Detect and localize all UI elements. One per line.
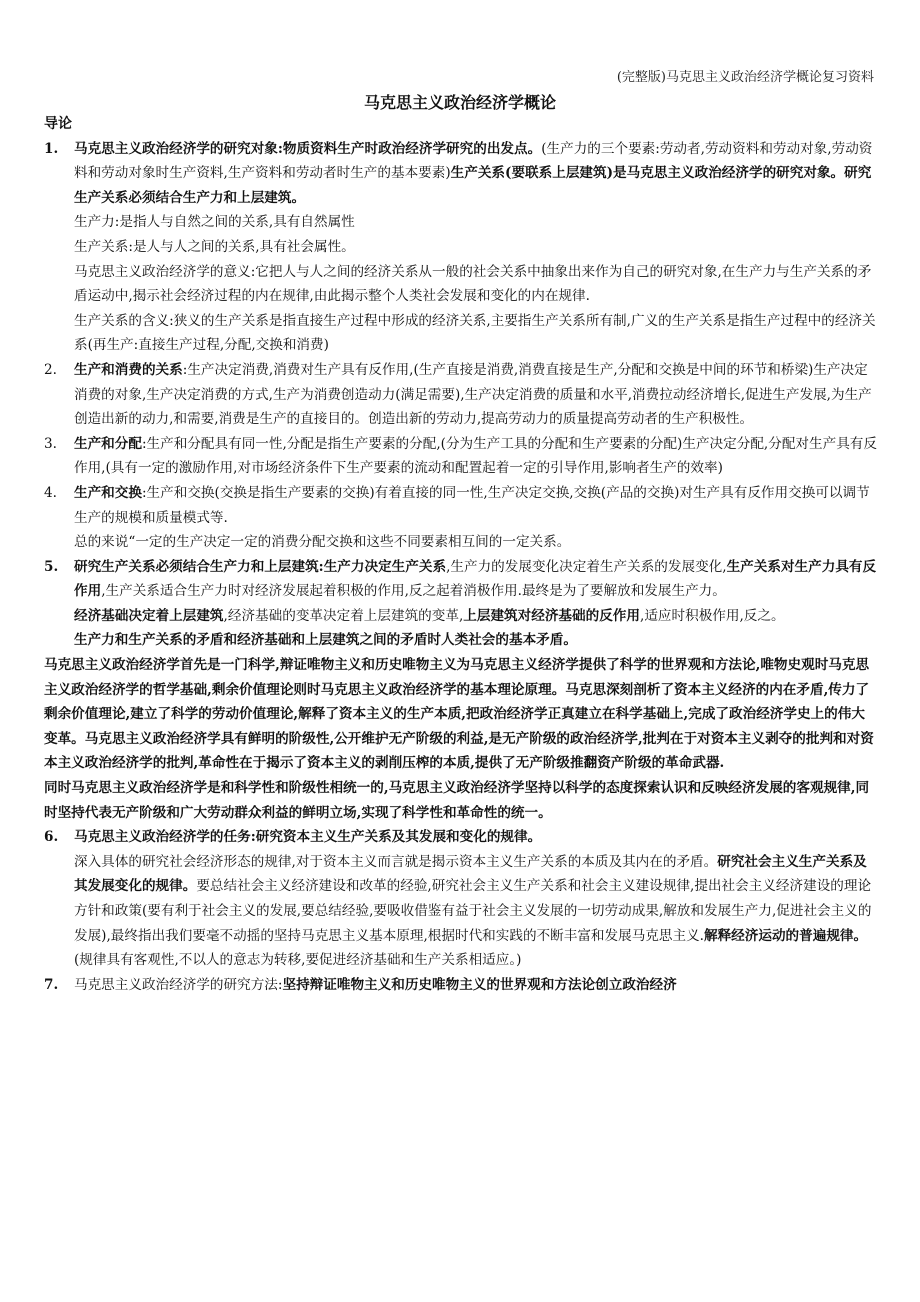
item4-para-1: 总的来说“一定的生产决定一定的消费分配交换和这些不同要素相互间的一定关系。 <box>74 534 571 551</box>
item-number: 6. <box>44 829 59 846</box>
item6-bold-3: 解释经济运动的普遍规律。 <box>703 927 868 944</box>
item-number: 1. <box>44 140 59 157</box>
item-number: 3. <box>44 435 57 452</box>
body-paragraph-2: 同时马克思主义政治经济学是和科学性和阶级性相统一的,马克思主义政治经济学坚持以科学的态度探索认识和反映经济发展的客观规律,同时坚持代表无产阶级和广大劳动群众利益的鲜明立场,实现了科学性和革命性的统一。 <box>44 780 870 821</box>
item1-bold-2: 生产关系(要联系上层建筑)是马克思主义政治经济学的研究对象。研究生产关系必须结合生产力和上层建筑。 <box>74 165 872 206</box>
item5-text-3: ,经济基础的变革决定着上层建筑的变革, <box>223 607 464 624</box>
item3-text-1: :生产和分配具有同一性,分配是指生产要素的分配,(分为生产工具的分配和生产要素的分配)生产决定分配,分配对生产具有反作用,(具有一定的激励作用,对市场经济条件下生产要素的流动和配置起着一定的引导作用,影响者生产的效率) <box>74 435 877 477</box>
item2-text-1: :生产决定消费,消费对生产具有反作用,(生产直接是消费,消费直接是生产,分配和交换是中间的环节和桥梁)生产决定消费的对象,生产决定消费的方式,生产为消费创造动力(满足需要),生产决定消费的质量和水平,消费拉动经济增长,促进生产发展,为生产创造出新的动力,和需要,消费是生产的直接目的。创造出新的劳动力,提高劳动力的质量提高劳动者的生产积极性。 <box>74 361 872 428</box>
list-item-2 <box>44 358 878 432</box>
item6-bold-2: 研究社会主义生产关系及其发展变化的规律。 <box>74 853 867 895</box>
list-item-3 <box>44 432 878 481</box>
list-item-5 <box>44 555 878 653</box>
item7-text-1: 马克思主义政治经济学的研究方法: <box>74 976 283 993</box>
item-number: 4. <box>44 484 57 501</box>
item1-para-1: 生产力:是指人与自然之间的关系,具有自然属性 <box>74 214 355 231</box>
item5-bold-2: 生产关系对生产力具有反作用 <box>74 558 877 600</box>
item-number: 7. <box>44 976 59 993</box>
item5-bold-4: 上层建筑对经济基础的反作用 <box>463 607 640 624</box>
item5-text-2: ,生产关系适合生产力时对经济发展起着积极的作用,反之起着消极作用.最终是为了要解放和发展生产力。 <box>101 583 726 600</box>
item1-para-2: 生产关系:是人与人之间的关系,具有社会属性。 <box>74 238 355 255</box>
item-number: 5. <box>44 558 59 575</box>
item2-bold-1: 生产和消费的关系 <box>74 361 183 378</box>
item4-bold-1: 生产和交换 <box>74 484 142 501</box>
item6-text-3: (规律具有客观性,不以人的意志为转移,要促进经济基础和生产关系相适应。) <box>74 952 522 969</box>
item5-text-4: ,适应时积极作用,反之。 <box>640 607 785 624</box>
list-item-1 <box>44 137 878 358</box>
item-number: 2. <box>44 361 57 378</box>
page-title: 马克思主义政治经济学概论 <box>363 93 556 112</box>
item6-text-2: 要总结社会主义经济建设和改革的经验,研究社会主义生产关系和社会主义建设规律,提出社会主义经济建设的理论方针和政策(要有利于社会主义的发展,要总结经验,要吸收借鉴有益于社会主义发展的一切劳动成果,解放和发展生产力,促进社会主义的发展),最终指出我们要毫不动摇的坚持马克思主义基本原理,根据时代和实践的不断丰富和发展马克思主义. <box>74 878 872 944</box>
item1-para-3: 马克思主义政治经济学的意义:它把人与人之间的经济关系从一般的社会关系中抽象出来作为自己的研究对象,在生产力与生产关系的矛盾运动中,揭示社会经济过程的内在规律,由此揭示整个人类社会发展和变化的内在规律. <box>74 263 872 305</box>
section-heading: 导论 <box>44 116 72 132</box>
item5-text-1: ,生产力的发展变化决定着生产关系的发展变化, <box>446 558 727 575</box>
list-item-4 <box>44 481 878 555</box>
list-item-6 <box>44 825 878 973</box>
item6-text-1: 深入具体的研究社会经济形态的规律,对于资本主义而言就是揭示资本主义生产关系的本质及其内在的矛盾。 <box>74 853 718 870</box>
body-paragraph-1: 马克思主义政治经济学首先是一门科学,辩证唯物主义和历史唯物主义为马克思主义经济学提供了科学的世界观和方法论,唯物史观时马克思主义政治经济学的哲学基础,剩余价值理论则时马克思主义政治经济学的基本理论原理。马克思深刻剖析了资本主义经济的内在矛盾,传力了剩余价值理论,建立了科学的劳动价值理论,解释了资本主义的生产本质,把政治经济学正真建立在科学基础上,完成了政治经济学史上的伟大变革。马克思主义政治经济学具有鲜明的阶级性,公开维护无产阶级的利益,是无产阶级的政治经济学,批判在于对资本主义剥夺的批判和对资本主义政治经济学的批判,革命性在于揭示了资本主义的剥削压榨的本质,提供了无产阶级推翻资产阶级的革命武器. <box>44 657 874 772</box>
item5-bold-3: 经济基础决定着上层建筑 <box>74 607 224 624</box>
item4-text-1: :生产和交换(交换是指生产要素的交换)有着直接的同一性,生产决定交换,交换(产品的交换)对生产具有反作用交换可以调节生产的规模和质量模式等. <box>74 484 870 526</box>
item1-para-4: 生产关系的含义:狭义的生产关系是指直接生产过程中形成的经济关系,主要指生产关系所有制,广义的生产关系是指生产过程中的经济关系(再生产:直接生产过程,分配,交换和消费) <box>74 312 876 354</box>
item1-bold-1: 马克思主义政治经济学的研究对象:物质资料生产时政治经济学研究的出发点。 <box>74 140 542 157</box>
document-body <box>44 112 878 997</box>
item5-bold-para: 生产力和生产关系的矛盾和经济基础和上层建筑之间的矛盾时人类社会的基本矛盾。 <box>74 632 577 649</box>
item7-bold-1: 坚持辩证唯物主义和历史唯物主义的世界观和方法论创立政治经济 <box>282 976 677 993</box>
item5-bold-1: 研究生产关系必须结合生产力和上层建筑:生产力决定生产关系 <box>74 558 447 575</box>
item6-bold-1: 马克思主义政治经济学的任务:研究资本主义生产关系及其发展和变化的规律。 <box>74 829 542 846</box>
header-note: (完整版)马克思主义政治经济学概论复习资料 <box>616 70 874 85</box>
item1-text-1: (生产力的三个要素:劳动者,劳动资料和劳动对象,劳动资料和劳动对象时生产资料,生产资料和劳动者时生产的基本要素) <box>74 140 873 182</box>
list-item-7 <box>44 973 878 998</box>
item3-bold-1: 生产和分配 <box>74 435 142 452</box>
